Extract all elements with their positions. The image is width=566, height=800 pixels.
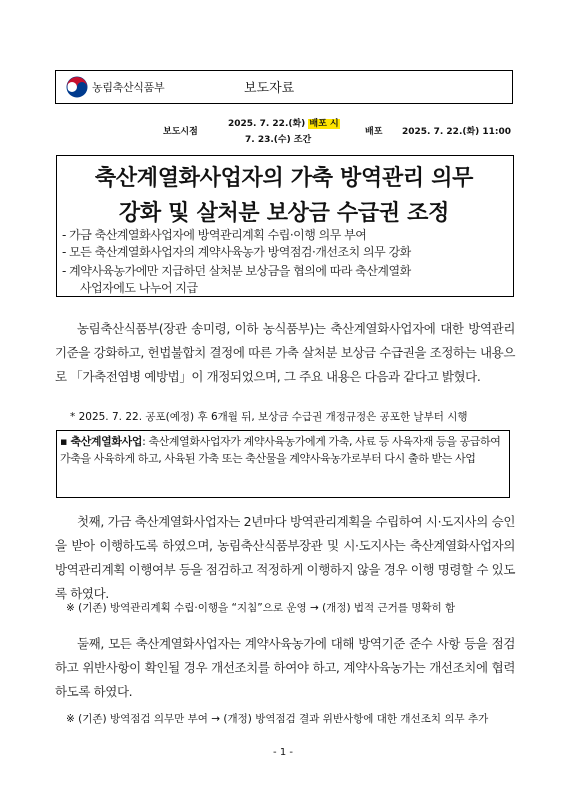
first-point-paragraph: 첫째, 가금 축산계열화사업자는 2년마다 방역관리계획을 수립하여 시·도지사의 승인을 받아 이행하도록 하였으며, 농림축산식품부장관 및 시·도지사는 축산계열화사업자의 방역관리계획 이행여부 등을 점검하고 적정하게 이행하지 않을 경우 이행 명령할 수 있도록 하였다.	[55, 514, 515, 601]
agency-name: 농림축산식품부	[92, 81, 165, 94]
headline-line2: 강화 및 살처분 보상금 수급권 조정	[118, 201, 450, 226]
release-date-line2: 7. 23.(수) 조간	[245, 135, 312, 145]
effective-date-note: * 2025. 7. 22. 공포(예정) 후 6개월 뒤, 보상금 수급권 개정규정은 공포한 날부터 시행	[70, 411, 468, 423]
intro-paragraph: 농림축산식품부(장관 송미령, 이하 농식품부)는 축산계열화사업자에 대한 방역관리 기준을 강화하고, 헌법불합치 결정에 따른 가축 살처분 보상금 수급권을 조정하는 내용으로 「가축전염병 예방법」이 개정되었으며, 그 주요 내용은 다음과 같다고 밝혔다.	[55, 321, 515, 384]
second-point-paragraph: 둘째, 모든 축산계열화사업자는 계약사육농가에 대해 방역기준 준수 사항 등을 점검하고 위반사항이 확인될 경우 개선조치를 하여야 하고, 계약사육농가는 개선조치에 협력하도록 하였다.	[55, 636, 515, 699]
second-point-note: ※ (기존) 방역점검 의무만 부여 → (개정) 방역점검 결과 위반사항에 대한 개선조치 의무 추가	[66, 713, 489, 725]
release-date-line1	[228, 116, 340, 129]
release-highlight: 배포 시	[309, 119, 339, 129]
release-time-label: 보도시점	[163, 127, 198, 137]
distribution-label: 배포	[365, 127, 383, 137]
definition-term: ▪ 축산계열화사업	[60, 435, 143, 448]
summary-item-2: - 모든 축산계열화사업자의 계약사육농가 방역점검·개선조치 의무 강화	[62, 245, 411, 259]
headline-line1: 축산계열화사업자의 가축 방역관리 의무	[94, 166, 474, 191]
page-number: - 1 -	[273, 747, 293, 758]
government-emblem-icon	[66, 76, 88, 98]
definition-body: : 축산계열화사업자가 계약사육농가에게 가축, 사료 등 사육자재 등을 공급하여 가축을 사육하게 하고, 사육된 가축 또는 축산물을 계약사육농가로부터 다시 출하 받는 사업	[60, 435, 501, 465]
summary-item-1: - 가금 축산계열화사업자에 방역관리계획 수립·이행 의무 부여	[62, 228, 367, 242]
document-type: 보도자료	[244, 81, 295, 96]
release-date: 2025. 7. 22.(화)	[228, 119, 306, 129]
summary-item-3: - 계약사육농가에만 지급하던 살처분 보상금을 협의에 따라 축산계열화	[62, 264, 411, 278]
summary-item-3-cont: 사업자에도 나누어 지급	[80, 281, 198, 295]
first-point-note: ※ (기존) 방역관리계획 수립·이행을 “지침”으로 운영 → (개정) 법적 근거를 명확히 함	[66, 602, 456, 614]
definition-text	[60, 433, 506, 467]
distribution-date: 2025. 7. 22.(화) 11:00	[402, 127, 512, 137]
